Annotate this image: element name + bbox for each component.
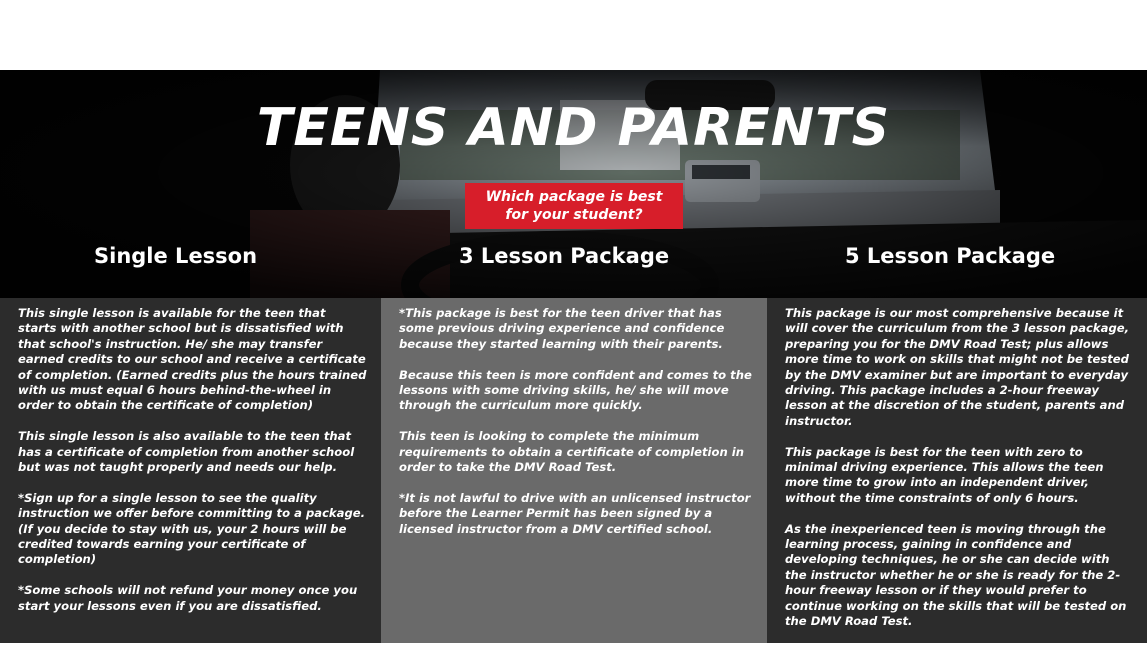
panel-paragraph: *Some schools will not refund your money once you start your lessons even if you are dissatisfied. [18,583,358,613]
panel-paragraph: As the inexperienced teen is moving through the learning process, gaining in confidence and developing techniques, he or she can decide with the instructor whether he or she is ready for the 2-hour freeway lesson or if they would prefer to continue working on the skills that will be tested on the DMV Road Test. [785,521,1127,629]
five-lesson-panel [767,298,1147,643]
single-lesson-heading: Single Lesson [94,244,258,268]
panel-paragraph: This package is our most comprehensive because it will cover the curriculum from the 3 lesson package, preparing you for the DMV Road Test; plus allows more time to work on skills that might not be tested by the DMV examiner but are important to everyday driving. This package includes a 2-hour freeway lesson at the discretion of the student, parents and instructor. [785,306,1130,428]
panel-paragraph: Because this teen is more confident and comes to the lessons with some driving skills, he/ she will move through the curriculum more quickly. [399,367,752,413]
page-title: TEENS AND PARENTS [256,98,891,158]
panel-paragraph: *This package is best for the teen driver that has some previous driving experience and confidence because they started learning with their parents. [399,306,725,351]
panel-paragraph: This package is best for the teen with zero to minimal driving experience. This allows the teen more time to grow into an independent driver, without the time constraints of only 6 hours. [785,444,1104,505]
panel-paragraph: This teen is looking to complete the minimum requirements to obtain a certificate of completion in order to take the DMV Road Test. [399,429,744,475]
panel-paragraph: *Sign up for a single lesson to see the quality instruction we offer before committing to a package. (If you decide to stay with us, your 2 hours will be credited towards earning your certificate of completion) [18,490,366,567]
three-lesson-heading: 3 Lesson Package [459,244,670,268]
panel-paragraph: *It is not lawful to drive with an unlicensed instructor before the Learner Permit has been signed by a licensed instructor from a DMV certified school. [399,490,751,536]
single-lesson-panel [0,298,381,643]
badge-line-1: Which package is best [485,189,663,205]
three-lesson-panel [381,298,767,643]
package-question-badge [465,183,683,229]
panel-paragraph: This single lesson is also available to the teen that has a certificate of completion from another school but was not taught properly and needs our help. [18,429,355,475]
five-lesson-heading: 5 Lesson Package [845,244,1056,268]
panel-paragraph: This single lesson is available for the teen that starts with another school but is dissatisfied with that school's instruction. He/ she may transfer earned credits to our school and receive a certificate of completion. (Earned credits plus the hours trained with us must equal 6 hours behind-the-wheel in order to obtain the certificate of completion) [18,306,367,413]
badge-line-2: for your student? [505,207,643,223]
